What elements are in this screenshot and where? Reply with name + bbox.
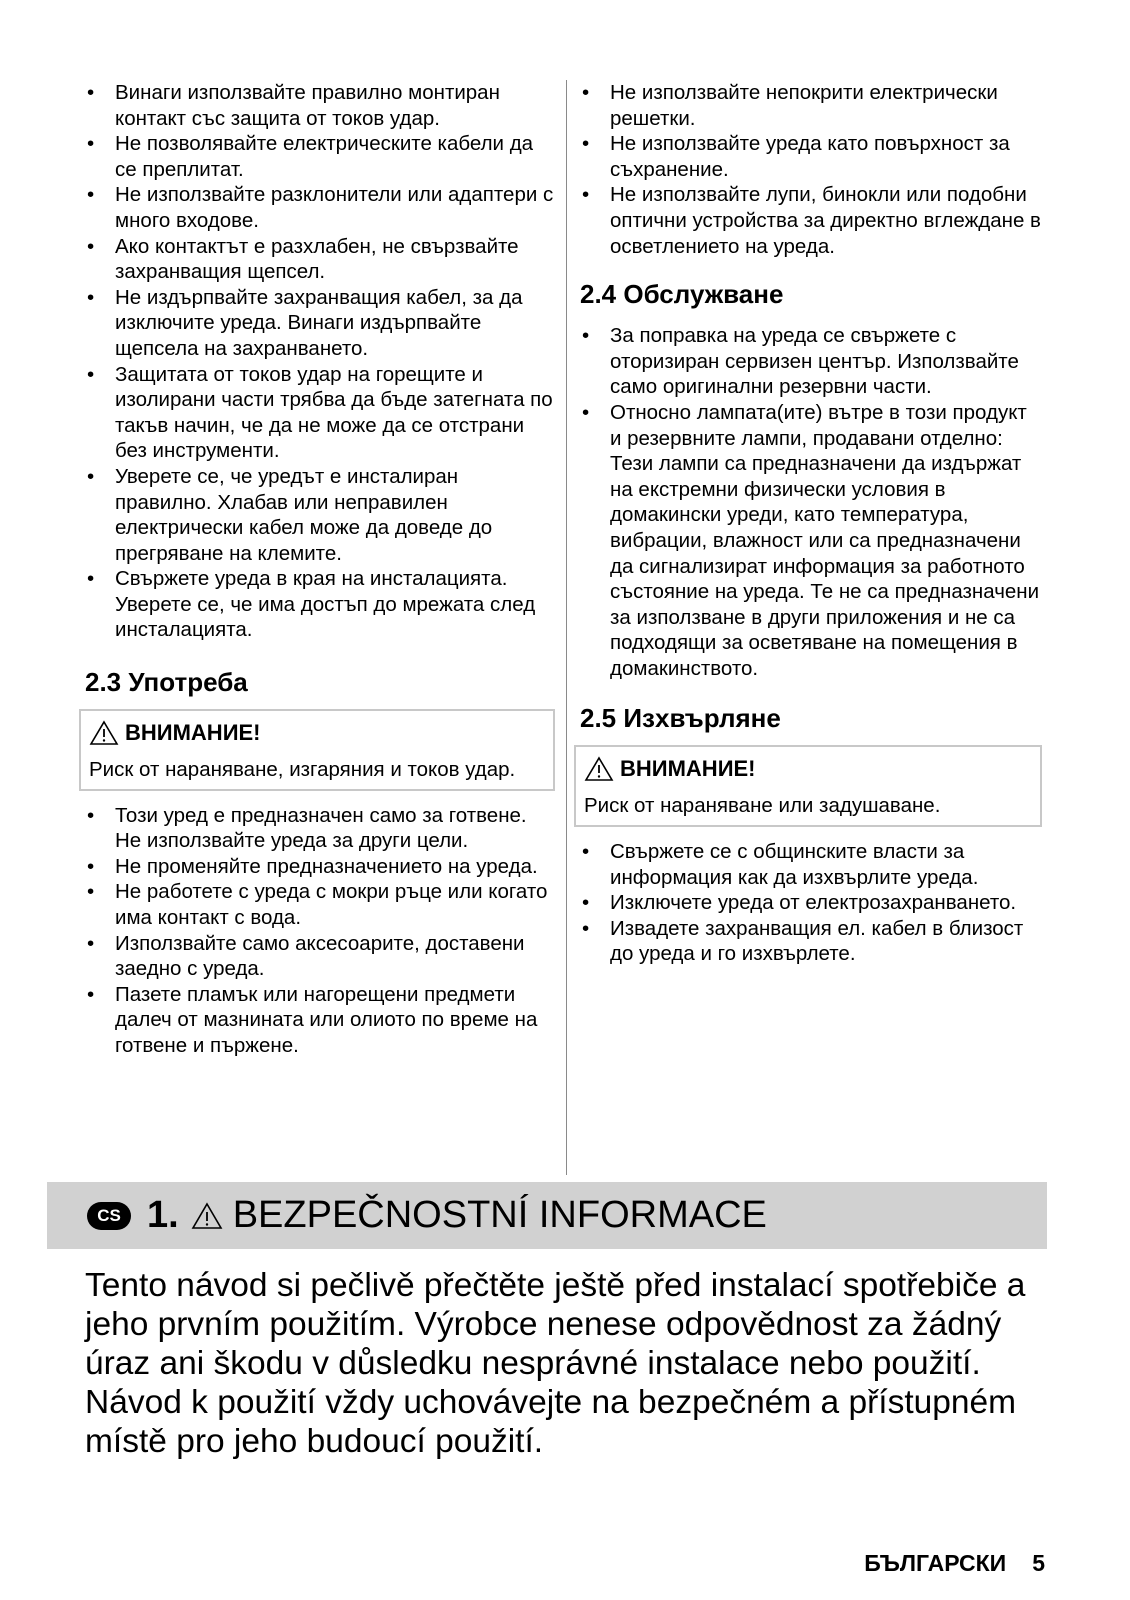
section-title-service: 2.4 Обслужване — [580, 279, 784, 310]
bullet-icon: • — [87, 464, 95, 488]
list-item — [85, 464, 555, 566]
section-title-text: BEZPEČNOSTNÍ INFORMACE — [232, 1194, 767, 1236]
list-item-text: За поправка на уреда се свържете с оторизиран сервизен център. Използвайте само оригинални резервни части. — [610, 324, 1019, 399]
list-item-text: Пазете пламък или нагорещени предмети далеч от мазнината или олиото по време на готвене и пържене. — [115, 982, 538, 1057]
footer-language: БЪЛГАРСКИ — [864, 1550, 1007, 1576]
warning-triangle-icon — [191, 1202, 223, 1230]
bullet-icon: • — [87, 81, 95, 104]
bullet-icon: • — [87, 362, 95, 386]
bullet-icon: • — [87, 803, 95, 827]
list-item-text: Този уред е предназначен само за готвене. Не използвайте уреда за други цели. — [115, 803, 527, 853]
list-item-text: Не използвайте непокрити електрически решетки. — [610, 81, 998, 130]
list-item-text: Изключете уреда от електрозахранването. — [610, 891, 1017, 915]
section-number: 1. — [147, 1194, 179, 1236]
warning-title: ВНИМАНИЕ! — [620, 756, 756, 782]
list-item-text: Ако контактът е разхлабен, не свързвайте захранващия щепсел. — [115, 234, 519, 284]
list-item-text: Винаги използвайте правилно монтиран контакт със защита от токов удар. — [115, 81, 500, 130]
warning-triangle-icon — [584, 756, 614, 782]
cs-intro-paragraph: Tento návod si pečlivě přečtěte ještě před instalací spotřebiče a jeho prvním použitím. Výrobce nenese odpovědnost za žádný úraz ani škodu v důsledku nesprávné instalace nebo použití. Návod k použití vždy uchovávejte na bezpečném a přístupném místě pro jeho budoucí použití. — [85, 1267, 1026, 1460]
list-item — [85, 234, 555, 285]
list-item-text: Не използвайте разклонители или адаптери с много входове. — [115, 183, 554, 232]
list-item-text: Не променяйте предназначението на уреда. — [115, 854, 538, 878]
bullet-icon: • — [582, 132, 590, 156]
cs-section-header — [47, 1182, 1047, 1249]
warning-header — [89, 719, 545, 747]
warning-triangle-icon — [89, 720, 119, 746]
bullet-icon: • — [87, 931, 95, 955]
list-item — [85, 931, 555, 982]
warning-text: Риск от нараняване, изгаряния и токов удар. — [89, 758, 516, 782]
warning-header — [584, 755, 1032, 783]
section-title-usage: 2.3 Употреба — [85, 667, 248, 698]
bullet-icon: • — [582, 840, 590, 864]
bullet-icon: • — [87, 285, 95, 309]
list-item — [580, 131, 1042, 182]
list-item — [85, 803, 555, 854]
usage-list — [85, 803, 555, 1059]
language-badge: CS — [87, 1202, 131, 1230]
list-item — [580, 890, 1042, 916]
bullet-icon: • — [582, 916, 590, 940]
disposal-list — [580, 839, 1042, 967]
list-item — [85, 362, 555, 464]
list-item-text: Уверете се, че уредът е инсталиран правилно. Хлабав или неправилен електрически кабел може да доведе до прегряване на клемите. — [115, 464, 493, 565]
list-item-text: Не позволявайте електрическите кабели да се преплитат. — [115, 132, 534, 181]
list-item — [580, 323, 1042, 400]
bullet-icon: • — [87, 854, 95, 878]
list-item — [85, 566, 555, 643]
warning-box-disposal — [574, 745, 1042, 827]
list-item — [85, 80, 555, 131]
bullet-icon: • — [87, 234, 95, 258]
list-item-text: Защитата от токов удар на горещите и изолирани части трябва да бъде затегната по такъв начин, че да не може да се отстрани без инструменти. — [115, 362, 553, 463]
list-item-text: Не използвайте лупи, бинокли или подобни оптични устройства за директно вглеждане в осветлението на уреда. — [610, 183, 1041, 258]
section-title-disposal: 2.5 Изхвърляне — [580, 703, 781, 734]
bullet-icon: • — [87, 183, 95, 207]
list-item — [580, 400, 1042, 682]
bullet-icon: • — [582, 183, 590, 207]
list-item-text: Не използвайте уреда като повърхност за съхранение. — [610, 132, 1010, 181]
list-item — [580, 80, 1042, 131]
warning-title: ВНИМАНИЕ! — [125, 720, 261, 746]
left-column — [85, 80, 555, 1059]
cs-section-title — [147, 1194, 767, 1237]
warning-text: Риск от нараняване или задушаване. — [584, 794, 941, 818]
bullet-icon: • — [87, 982, 95, 1006]
list-item-text: Свържете се с общинските власти за информация как да изхвърлите уреда. — [610, 840, 979, 889]
safety-list-right — [580, 80, 1042, 259]
bullet-icon: • — [87, 567, 95, 591]
list-item — [580, 839, 1042, 890]
bullet-icon: • — [582, 81, 590, 104]
bullet-icon: • — [582, 324, 590, 348]
list-item — [580, 182, 1042, 259]
right-column — [580, 80, 1042, 967]
warning-box-usage — [79, 709, 555, 791]
list-item — [85, 131, 555, 182]
list-item — [85, 182, 555, 233]
list-item — [580, 916, 1042, 967]
list-item — [85, 879, 555, 930]
list-item — [85, 285, 555, 362]
list-item-text: Свържете уреда в края на инсталацията. Уверете се, че има достъп до мрежата след инсталацията. — [115, 567, 536, 642]
list-item-text: Не работете с уреда с мокри ръце или когато има контакт с вода. — [115, 880, 548, 930]
bullet-icon: • — [582, 891, 590, 915]
list-item — [85, 854, 555, 880]
bullet-icon: • — [87, 880, 95, 904]
list-item-text: Не издърпвайте захранващия кабел, за да изключите уреда. Винаги издърпвайте щепсела на захранването. — [115, 285, 523, 360]
bullet-icon: • — [582, 400, 590, 424]
page-number: 5 — [1032, 1550, 1045, 1576]
list-item-text: Относно лампата(ите) вътре в този продукт и резервните лампи, продавани отделно: Тези лампи са предназначени да издържат на екстремни физически условия в домакински уреди, като температура, вибрации, влажност или са предназначени да сигнализират информация за работното състояние на уреда. Те не са предназначени за използване в други приложения и не са подходящи за осветяване на помещения в домакинството. — [610, 400, 1040, 680]
column-divider — [566, 80, 567, 1175]
service-list — [580, 323, 1042, 681]
list-item — [85, 982, 555, 1059]
list-item-text: Извадете захранващия ел. кабел в близост до уреда и го изхвърлете. — [610, 916, 1024, 966]
bullet-icon: • — [87, 132, 95, 156]
list-item-text: Използвайте само аксесоарите, доставени заедно с уреда. — [115, 931, 525, 981]
page-footer — [864, 1550, 1045, 1577]
safety-list-left — [85, 80, 555, 643]
